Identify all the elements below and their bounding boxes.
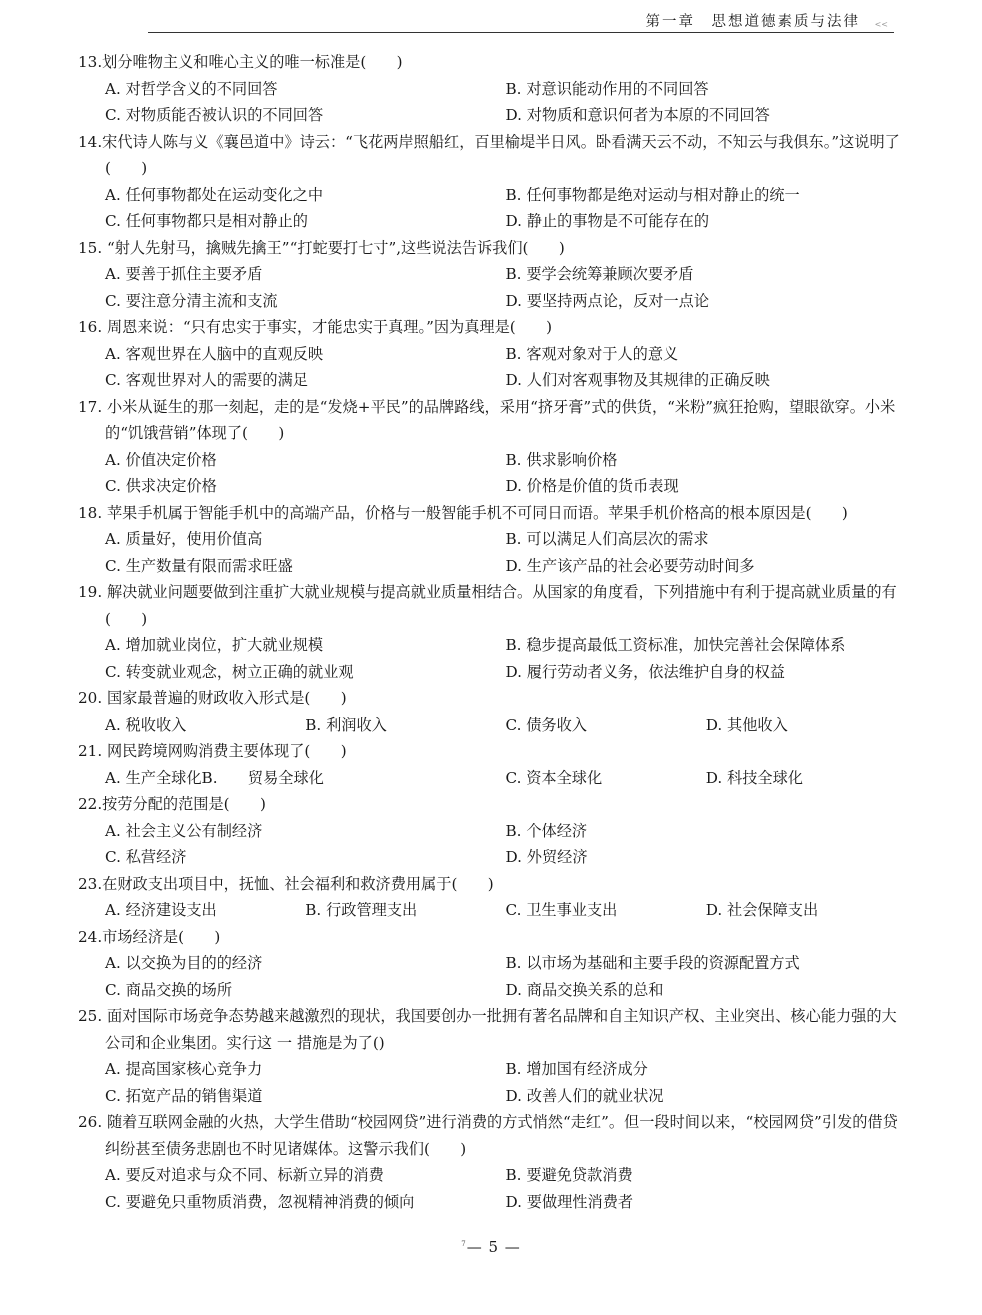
question: [78, 1003, 906, 1109]
answer-option: B. 对意识能动作用的不同回答: [505, 79, 709, 98]
answer-option: A. 价值决定价格: [105, 450, 217, 469]
answer-option: D. 对物质和意识何者为本原的不同回答: [505, 106, 770, 124]
question: [78, 738, 906, 791]
answer-option: D. 其他收入: [705, 715, 788, 734]
question: [78, 394, 906, 500]
option-group: [78, 1056, 906, 1109]
answer-option: A. 对哲学含义的不同回答: [105, 79, 278, 98]
question: [78, 1109, 906, 1215]
answer-option: C. 要避免只重物质消费，忽视精神消费的倾向: [105, 1192, 415, 1211]
question: [78, 579, 906, 685]
answer-option: C. 要注意分清主流和支流: [105, 291, 278, 310]
question-stem: 24.市场经济是( ): [78, 927, 221, 946]
answer-option: B. 稳步提高最低工资标准，加快完善社会保障体系: [505, 636, 846, 654]
answer-option: C. 客观世界对人的需要的满足: [105, 371, 308, 389]
answer-option: B. 要学会统筹兼顾次要矛盾: [505, 265, 694, 283]
question-list: [78, 49, 906, 1215]
option-group: [78, 447, 906, 500]
question: [78, 129, 906, 235]
answer-option: A. 经济建设支出: [105, 901, 217, 919]
answer-option: C. 商品交换的场所: [105, 980, 233, 999]
answer-option: B. 供求影响价格: [505, 450, 618, 469]
question-stem: 14.宋代诗人陈与义《襄邑道中》诗云：“飞花两岸照船红，百里榆堤半日风。卧看满天云不动，不知云与我俱东。”这说明了( ): [78, 132, 900, 177]
question: [78, 791, 906, 871]
answer-option: A. 客观世界在人脑中的直观反映: [105, 344, 324, 363]
question-stem: 17. 小米从诞生的那一刻起，走的是“发烧+平民”的品牌路线，采用“挤牙膏”式的供货，“米粉”疯狂抢购，望眼欲穿。小米的“饥饿营销”体现了( ): [78, 397, 896, 442]
question-stem: 20. 国家最普遍的财政收入形式是( ): [78, 689, 347, 707]
answer-option: A. 以交换为目的的经济: [105, 954, 263, 972]
answer-option: B. 增加国有经济成分: [505, 1060, 648, 1078]
answer-option: C. 卫生事业支出: [505, 901, 618, 919]
footer-mark: 7: [461, 1240, 467, 1248]
question-stem: 23.在财政支出项目中，抚恤、社会福利和救济费用属于( ): [78, 874, 494, 893]
answer-option: D. 价格是价值的货币表现: [505, 477, 679, 495]
option-group: [78, 897, 906, 924]
answer-option: [305, 765, 505, 792]
answer-option: C. 拓宽产品的销售渠道: [105, 1086, 263, 1105]
page-footer: [0, 1238, 982, 1256]
answer-option: C. 债务收入: [505, 715, 587, 734]
question: [78, 235, 906, 315]
answer-option: D. 履行劳动者义务，依法维护自身的权益: [505, 662, 785, 681]
answer-option: A. 提高国家核心竞争力: [105, 1060, 263, 1078]
question: [78, 500, 906, 580]
option-group: [78, 526, 906, 579]
answer-option: D. 改善人们的就业状况: [505, 1086, 664, 1105]
option-group: [78, 261, 906, 314]
answer-option: B. 利润收入: [305, 715, 387, 734]
answer-option: D. 静止的事物是不可能存在的: [505, 212, 710, 230]
question: [78, 685, 906, 738]
answer-option: D. 社会保障支出: [705, 901, 819, 919]
answer-option: C. 对物质能否被认识的不同回答: [105, 106, 324, 124]
question-stem: 16. 周恩来说：“只有忠实于事实，才能忠实于真理。”因为真理是( ): [78, 318, 553, 336]
option-group: [78, 712, 906, 739]
question-stem: 22.按劳分配的范围是( ): [78, 795, 266, 813]
question: [78, 924, 906, 1004]
answer-option: D. 外贸经济: [505, 848, 588, 866]
option-group: [78, 632, 906, 685]
answer-option: A. 要反对追求与众不同、标新立异的消费: [105, 1166, 384, 1184]
answer-option: D. 要做理性消费者: [505, 1192, 634, 1211]
option-group: [78, 182, 906, 235]
option-group: [78, 76, 906, 129]
answer-option: C. 供求决定价格: [105, 477, 217, 495]
answer-option: B. 可以满足人们高层次的需求: [505, 530, 709, 548]
option-group: [78, 341, 906, 394]
answer-option: B. 客观对象对于人的意义: [505, 344, 679, 363]
answer-option: C. 资本全球化: [505, 768, 603, 787]
answer-option: B. 任何事物都是绝对运动与相对静止的统一: [505, 185, 800, 204]
option-group: [78, 765, 906, 792]
answer-option: B. 行政管理支出: [305, 901, 418, 919]
answer-option: C. 生产数量有限而需求旺盛: [105, 556, 293, 575]
answer-option: C. 转变就业观念，树立正确的就业观: [105, 662, 354, 681]
answer-option: A. 任何事物都处在运动变化之中: [105, 185, 324, 204]
question: [78, 49, 906, 129]
answer-option: A. 质量好，使用价值高: [105, 530, 263, 548]
answer-option: D. 科技全球化: [705, 768, 803, 787]
answer-option: B. 以市场为基础和主要手段的资源配置方式: [505, 954, 800, 972]
header-mark: <<: [874, 20, 888, 29]
page-number: — 5 —: [466, 1238, 521, 1256]
option-group: [78, 818, 906, 871]
option-group: [78, 950, 906, 1003]
answer-option: A. 增加就业岗位，扩大就业规模: [105, 636, 324, 654]
answer-option: C. 私营经济: [105, 848, 187, 866]
answer-option: A. 税收收入: [105, 715, 187, 734]
option-group: [78, 1162, 906, 1215]
answer-option: B. 要避免贷款消费: [505, 1166, 633, 1184]
question-stem: 21. 网民跨境网购消费主要体现了( ): [78, 742, 347, 760]
answer-option: A. 要善于抓住主要矛盾: [105, 265, 263, 283]
answer-option: D. 要坚持两点论，反对一点论: [505, 291, 710, 310]
question-stem: 26. 随着互联网金融的火热，大学生借助“校园网贷”进行消费的方式悄然“走红”。但一段时间以来，“校园网贷”引发的借贷纠纷甚至债务悲剧也不时见诸媒体。这警示我们( ): [78, 1113, 898, 1158]
question-stem: 18. 苹果手机属于智能手机中的高端产品，价格与一般智能手机不可同日而语。苹果手机价格高的根本原因是( ): [78, 503, 848, 522]
page-header: [148, 6, 894, 33]
question-stem: 15. “射人先射马，擒贼先擒王”“打蛇要打七寸”,这些说法告诉我们( ): [78, 238, 565, 257]
answer-option: D. 商品交换关系的总和: [505, 980, 664, 999]
question-stem: 13.划分唯物主义和唯心主义的唯一标准是( ): [78, 53, 403, 71]
question-stem: 19. 解决就业问题要做到注重扩大就业规模与提高就业质量相结合。从国家的角度看，下列措施中有利于提高就业质量的有( ): [78, 583, 897, 628]
answer-option: B. 个体经济: [505, 821, 588, 840]
answer-option: A. 生产全球化B. 贸易全球化: [105, 768, 324, 787]
question-stem: 25. 面对国际市场竞争态势越来越激烈的现状，我国要创办一批拥有著名品牌和自主知识产权、主业突出、核心能力强的大公司和企业集团。实行这 一 措施是为了(): [78, 1007, 897, 1052]
question: [78, 871, 906, 924]
answer-option: D. 生产该产品的社会必要劳动时间多: [505, 556, 755, 575]
question: [78, 314, 906, 394]
answer-option: C. 任何事物都只是相对静止的: [105, 212, 308, 230]
answer-option: A. 社会主义公有制经济: [105, 821, 263, 840]
chapter-title: 第一章 思想道德素质与法律: [645, 14, 860, 30]
answer-option: D. 人们对客观事物及其规律的正确反映: [505, 371, 770, 389]
